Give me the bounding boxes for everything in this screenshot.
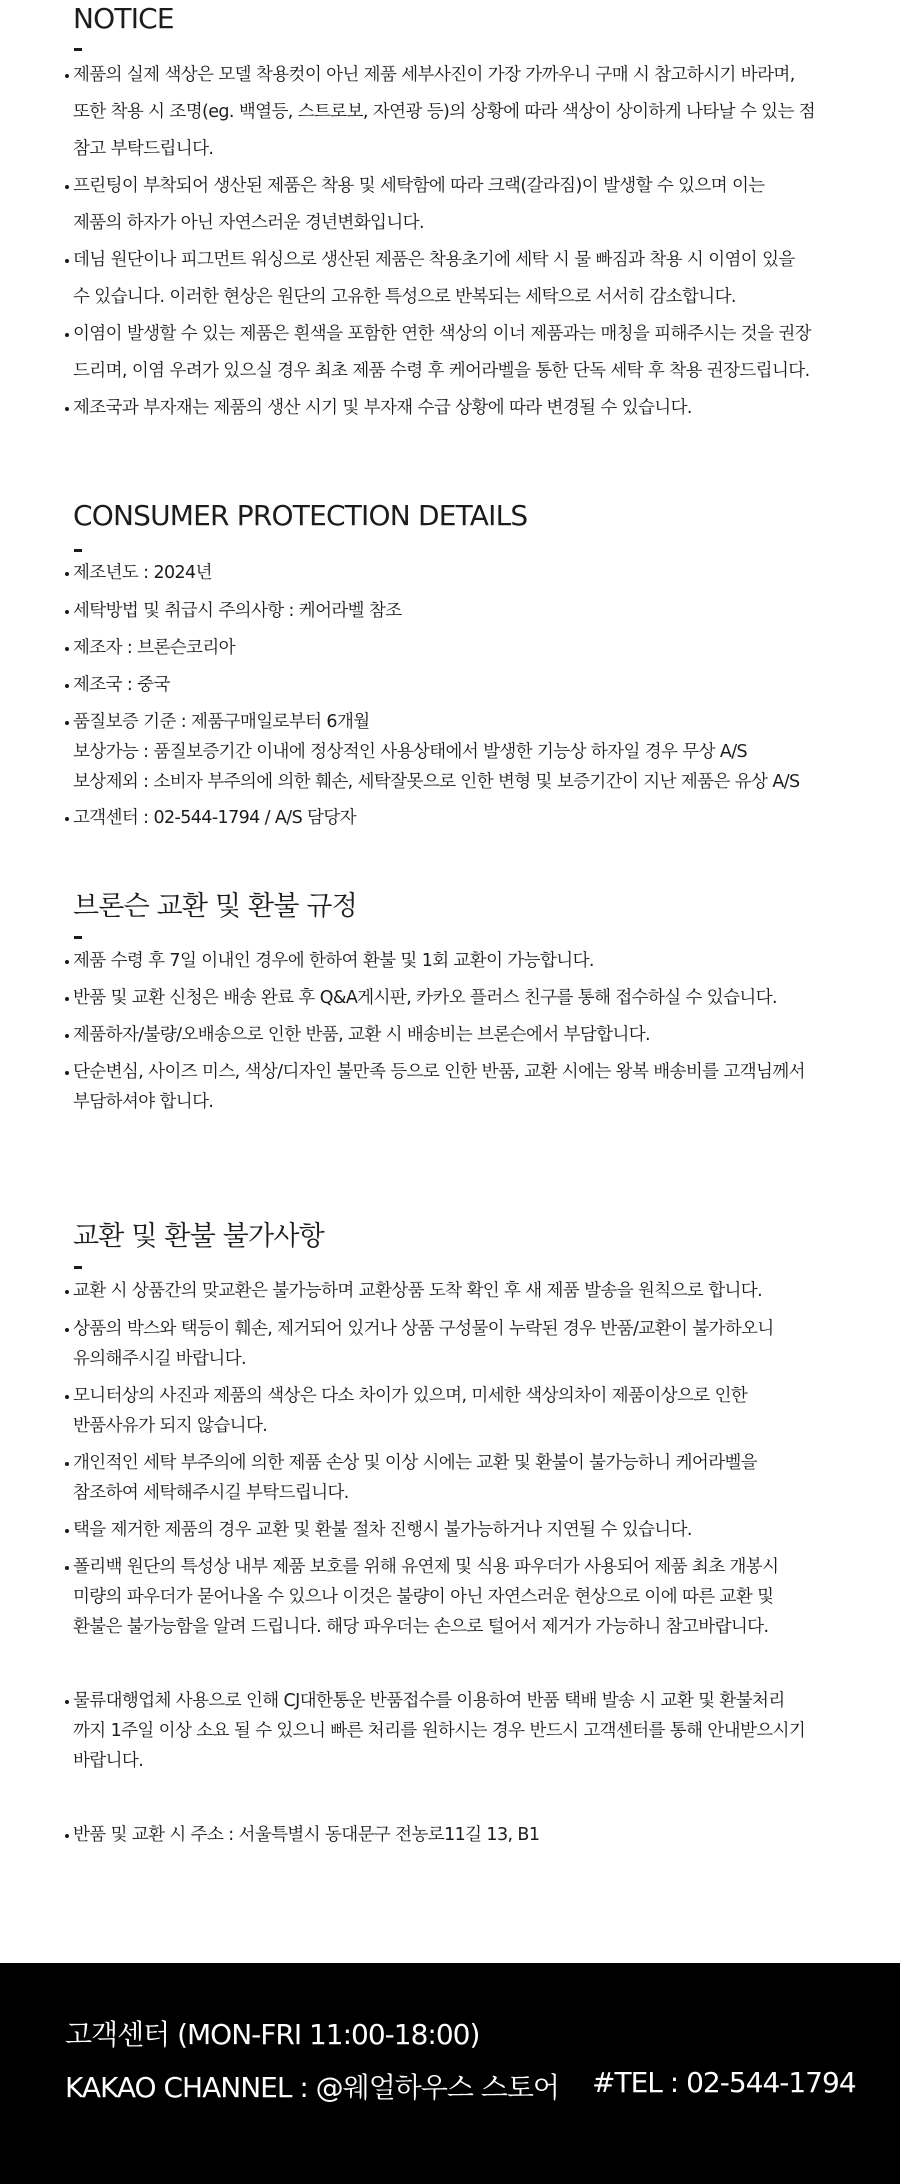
non-refundable-item: 폴리백 원단의 특성상 내부 제품 보호를 위해 유연제 및 식용 파우더가 사용되어 제품 최초 개봉시 미량의 파우더가 묻어나올 수 있으나 이것은 불량이 아닌 자연스러운 현상으로 이에 따른 교환 및 환불은 불가능함을 알려 드립니다. 해당 파우더는 손으로 털어서 제거가 가능하니 참고바랍니다. xyxy=(73,1557,779,1637)
non-refundable-item: 택을 제거한 제품의 경우 교환 및 환불 절차 진행시 불가능하거나 지연될 수 있습니다. xyxy=(73,1520,692,1540)
phone-number: #TEL : 02-544-1794 xyxy=(592,2066,856,2099)
consumer-item: 제조국 : 중국 xyxy=(73,675,170,695)
consumer-item: 고객센터 : 02-544-1794 / A/S 담당자 xyxy=(73,808,356,828)
consumer-item: 세탁방법 및 취급시 주의사항 : 케어라벨 참조 xyxy=(73,601,402,621)
kakao-channel: KAKAO CHANNEL : @웨얼하우스 스토어 xyxy=(65,2071,559,2104)
non-refundable-item: 모니터상의 사진과 제품의 색상은 다소 차이가 있으며, 미세한 색상의차이 제품이상으로 인한 반품사유가 되지 않습니다. xyxy=(73,1386,748,1436)
non-refundable-title: 교환 및 환불 불가사항 xyxy=(73,1221,324,1252)
exchange-item: 제품 수령 후 7일 이내인 경우에 한하여 환불 및 1회 교환이 가능합니다. xyxy=(73,951,594,971)
exchange-policy-dash xyxy=(74,936,82,939)
consumer-item: 품질보증 기준 : 제품구매일로부터 6개월 보상가능 : 품질보증기간 이내에 정상적인 사용상태에서 발생한 기능상 하자일 경우 무상 A/S 보상제외 : 소비자 부주의에 의한 훼손, 세탁잘못으로 인한 변형 및 보증기간이 지난 제품은 유상 A/S xyxy=(73,712,800,792)
customer-center-hours: 고객센터 (MON-FRI 11:00-18:00) xyxy=(65,2018,480,2051)
exchange-policy-title: 브론슨 교환 및 환불 규정 xyxy=(73,891,357,922)
consumer-item: 제조년도 : 2024년 xyxy=(73,563,212,583)
notice-item: 프린팅이 부착되어 생산된 제품은 착용 및 세탁함에 따라 크랙(갈라짐)이 발생할 수 있으며 이는 제품의 하자가 아닌 자연스러운 경년변화입니다. xyxy=(73,176,765,233)
notice-title: NOTICE xyxy=(73,2,174,35)
exchange-item: 제품하자/불량/오배송으로 인한 반품, 교환 시 배송비는 브론슨에서 부담합니다. xyxy=(73,1025,651,1045)
consumer-protection-dash xyxy=(74,549,82,552)
non-refundable-item: 상품의 박스와 택등이 훼손, 제거되어 있거나 상품 구성물이 누락된 경우 반품/교환이 불가하오니 유의해주시길 바랍니다. xyxy=(73,1319,774,1369)
notice-item: 데님 원단이나 피그먼트 워싱으로 생산된 제품은 착용초기에 세탁 시 물 빠짐과 착용 시 이염이 있을 수 있습니다. 이러한 현상은 원단의 고유한 특성으로 반복되는 세탁으로 서서히 감소합니다. xyxy=(73,250,795,307)
non-refundable-dash xyxy=(74,1266,82,1269)
non-refundable-item: 교환 시 상품간의 맞교환은 불가능하며 교환상품 도착 확인 후 새 제품 발송을 원칙으로 합니다. xyxy=(73,1281,763,1301)
notice-dash xyxy=(74,48,82,51)
consumer-protection-title: CONSUMER PROTECTION DETAILS xyxy=(73,499,528,532)
notice-item: 제품의 실제 색상은 모델 착용컷이 아닌 제품 세부사진이 가장 가까우니 구매 시 참고하시기 바라며, 또한 착용 시 조명(eg. 백열등, 스트로보, 자연광 등)의 상황에 따라 색상이 상이하게 나타날 수 있는 점 참고 부탁드립니다. xyxy=(73,65,816,159)
exchange-item: 반품 및 교환 신청은 배송 완료 후 Q&A게시판, 카카오 플러스 친구를 통해 접수하실 수 있습니다. xyxy=(73,988,777,1008)
non-refundable-item: 개인적인 세탁 부주의에 의한 제품 손상 및 이상 시에는 교환 및 환불이 불가능하니 케어라벨을 참조하여 세탁해주시길 부탁드립니다. xyxy=(73,1453,758,1503)
notice-item: 이염이 발생할 수 있는 제품은 흰색을 포함한 연한 색상의 이너 제품과는 매칭을 피해주시는 것을 권장 드리며, 이염 우려가 있으실 경우 최초 제품 수령 후 케어라벨을 통한 단독 세탁 후 착용 권장드립니다. xyxy=(73,324,811,381)
exchange-item: 단순변심, 사이즈 미스, 색상/디자인 불만족 등으로 인한 반품, 교환 시에는 왕복 배송비를 고객님께서 부담하셔야 합니다. xyxy=(73,1062,805,1112)
notice-item: 제조국과 부자재는 제품의 생산 시기 및 부자재 수급 상황에 따라 변경될 수 있습니다. xyxy=(73,398,692,418)
non-refundable-item: 물류대행업체 사용으로 인해 CJ대한통운 반품접수를 이용하여 반품 택배 발송 시 교환 및 환불처리 까지 1주일 이상 소요 될 수 있으니 빠른 처리를 원하시는 경우 반드시 고객센터를 통해 안내받으시기 바랍니다. xyxy=(73,1691,806,1771)
return-address-item: 반품 및 교환 시 주소 : 서울특별시 동대문구 전농로11길 13, B1 xyxy=(73,1825,540,1845)
customer-center-footer xyxy=(0,1963,900,2184)
consumer-item: 제조자 : 브론슨코리아 xyxy=(73,638,235,658)
